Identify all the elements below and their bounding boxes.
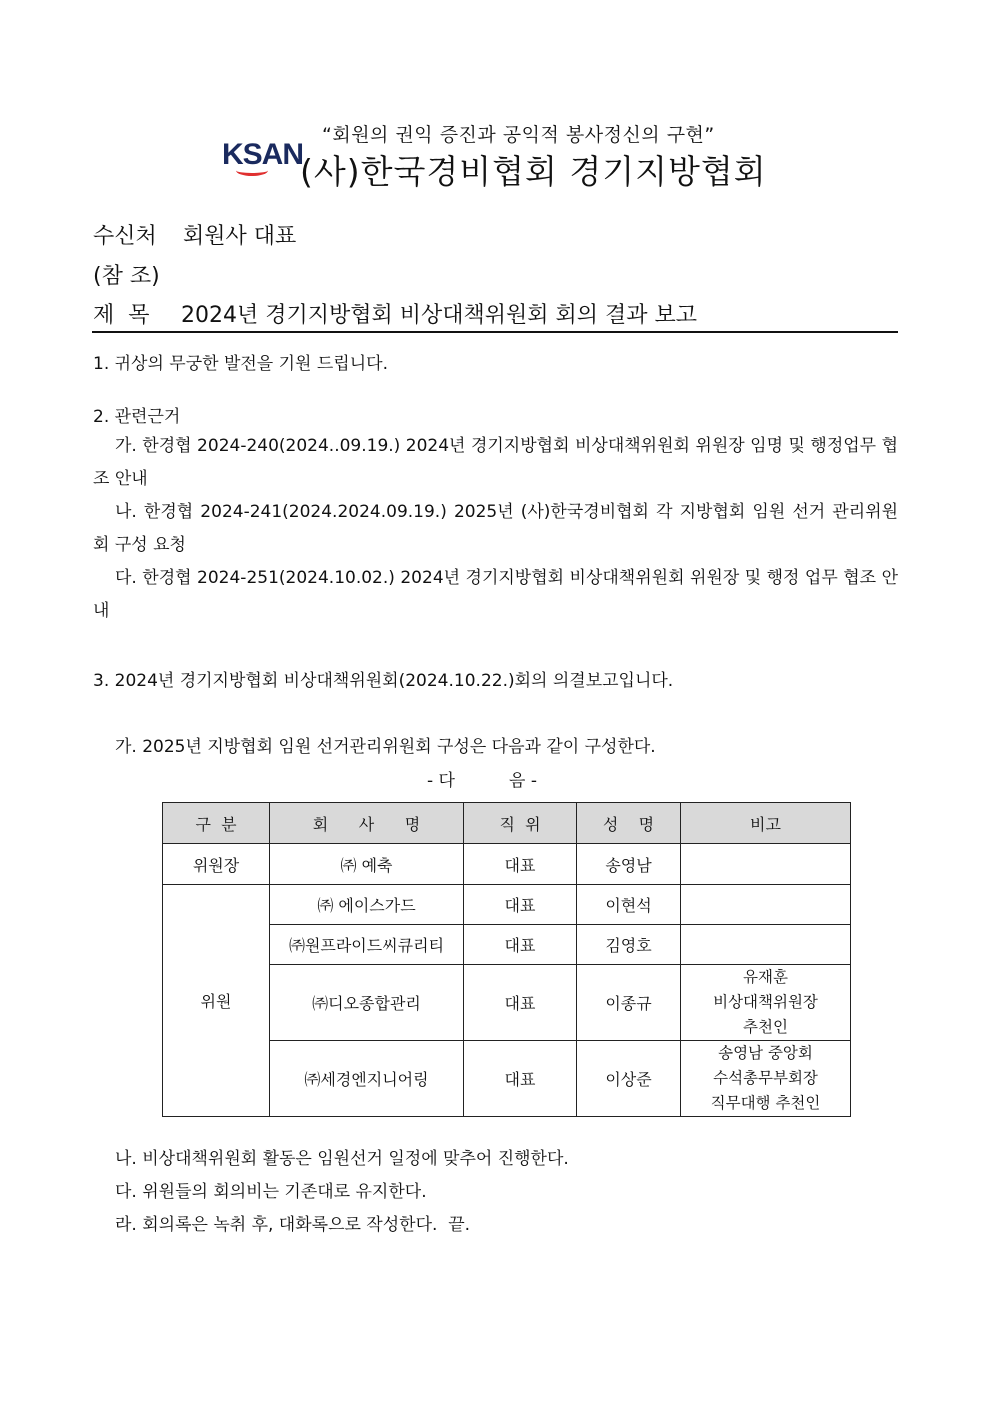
item-2-b: 나. 한경협 2024-241(2024.2024.09.19.) 2025년 (사)한국경비협회 각 지방협회 임원 선거 관리위원회 구성 요청 (93, 502, 898, 555)
item-1: 1. 귀상의 무궁한 발전을 기원 드립니다. (93, 354, 388, 374)
name-cell: 송영남 (577, 844, 681, 885)
note-line: 추천인 (743, 1018, 788, 1036)
item-2-a: 가. 한경협 2024-240(2024..09.19.) 2024년 경기지방협회 비상대책위원회 위원장 임명 및 행정업무 협조 안내 (93, 436, 898, 489)
ksan-logo: KSAN (222, 138, 304, 171)
note-cell (681, 844, 851, 885)
header-note: 비고 (681, 803, 851, 844)
committee-table (162, 802, 851, 1117)
company-cell: ㈜원프라이드씨큐리티 (270, 925, 464, 965)
name-cell: 이종규 (577, 965, 681, 1041)
note-line: 송영남 중앙회 (718, 1044, 813, 1062)
name-cell: 이상준 (577, 1041, 681, 1117)
note-line: 비상대책위원장 (713, 993, 818, 1011)
logo-arc-icon (236, 165, 268, 176)
company-cell: ㈜디오종합관리 (270, 965, 464, 1041)
header-category: 구 분 (163, 803, 270, 844)
reference-label: (참 조) (93, 264, 160, 289)
item-3-d: 라. 회의록은 녹취 후, 대화록으로 작성한다. 끝. (115, 1215, 471, 1235)
item-3-b: 나. 비상대책위원회 활동은 임원선거 일정에 맞추어 진행한다. (115, 1149, 569, 1169)
subject-label: 제 목 (93, 303, 150, 328)
table-row (163, 844, 851, 885)
item-3-a: 가. 2025년 지방협회 임원 선거관리위원회 구성은 다음과 같이 구성한다. (115, 737, 656, 757)
note-line: 수석총무부회장 (713, 1069, 818, 1087)
motto: “회원의 권익 증진과 공익적 봉사정신의 구현” (322, 124, 715, 146)
header-company: 회 사 명 (270, 803, 464, 844)
item-2-c: 다. 한경협 2024-251(2024.10.02.) 2024년 경기지방협회 비상대책위원회 위원장 및 행정 업무 협조 안내 (93, 568, 898, 621)
note-line: 유재훈 (743, 968, 788, 986)
table-row (163, 885, 851, 925)
note-cell (681, 1041, 851, 1117)
group-chair: 위원장 (163, 844, 270, 885)
subject-value: 2024년 경기지방협회 비상대책위원회 회의 결과 보고 (181, 303, 697, 328)
table-header-row (163, 803, 851, 844)
company-cell: ㈜세경엔지니어링 (270, 1041, 464, 1117)
header-position: 직 위 (464, 803, 577, 844)
item-2-title: 2. 관련근거 (93, 407, 181, 427)
position-cell: 대표 (464, 844, 577, 885)
organization-name: (사)한국경비협회 경기지방협회 (300, 152, 767, 191)
recipient-label: 수신처 (93, 224, 157, 249)
position-cell: 대표 (464, 965, 577, 1041)
position-cell: 대표 (464, 925, 577, 965)
header-divider (92, 331, 898, 333)
company-cell: ㈜ 에이스가드 (270, 885, 464, 925)
name-cell: 김영호 (577, 925, 681, 965)
recipient-value: 회원사 대표 (183, 224, 297, 249)
item-3: 3. 2024년 경기지방협회 비상대책위원회(2024.10.22.)회의 의결보고입니다. (93, 671, 674, 691)
position-cell: 대표 (464, 1041, 577, 1117)
company-cell: ㈜ 예축 (270, 844, 464, 885)
below-heading: - 다 음 - (427, 771, 537, 791)
header-name: 성 명 (577, 803, 681, 844)
position-cell: 대표 (464, 885, 577, 925)
note-cell (681, 925, 851, 965)
item-3-c: 다. 위원들의 회의비는 기존대로 유지한다. (115, 1182, 427, 1202)
name-cell: 이현석 (577, 885, 681, 925)
group-member: 위원 (163, 885, 270, 1117)
note-cell (681, 885, 851, 925)
note-line: 직무대행 추천인 (710, 1094, 821, 1112)
note-cell (681, 965, 851, 1041)
